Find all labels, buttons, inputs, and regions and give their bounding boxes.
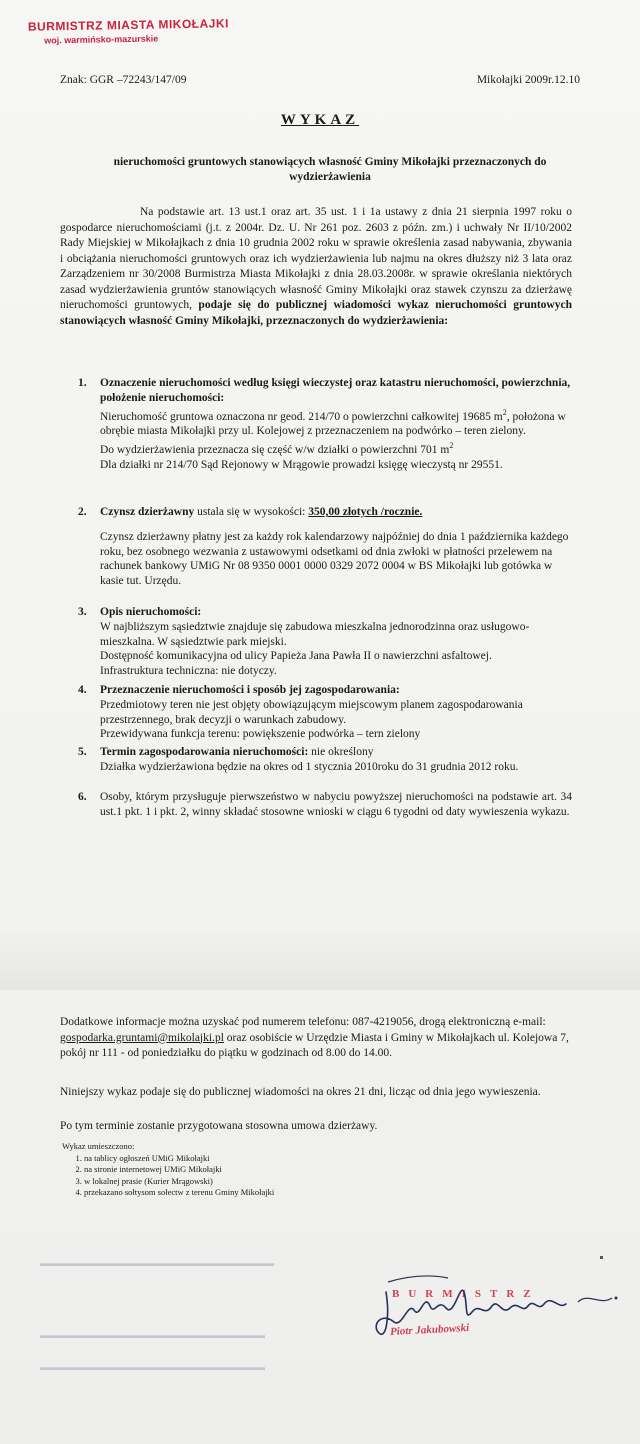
bleed-through-line: ▬▬▬▬▬▬▬▬▬▬▬▬▬▬▬▬▬▬▬▬▬▬▬▬▬ — [40, 1330, 265, 1340]
section-paragraph: Dla działki nr 214/70 Sąd Rejonowy w Mrągowie prowadzi księgę wieczystą nr 29551. — [100, 458, 503, 471]
document-date: Mikołajki 2009r.12.10 — [476, 74, 580, 86]
contact-paragraph — [60, 1015, 580, 1062]
intro-paragraph — [60, 205, 572, 329]
section-heading: Termin zagospodarowania nieruchomości: — [100, 746, 309, 758]
section-line — [100, 505, 572, 520]
section-paragraph: Infrastruktura techniczna: nie dotyczy. — [100, 665, 277, 678]
section-line — [100, 745, 572, 760]
section-paragraph: Przedmiotowy teren nie jest objęty obowiązującym miejscowym planem zagospodarowania przestrzennego, brak decyzji o warunkach zabudowy. — [100, 698, 523, 726]
posted-item: 2. na stronie internetowej UMiG Mikołajki — [84, 1164, 274, 1176]
bleed-through-line: ▬▬▬▬▬▬▬▬▬▬▬▬▬▬▬▬▬▬▬▬▬▬▬▬▬ — [40, 1362, 265, 1372]
document-subtitle: nieruchomości gruntowych stanowiących własność Gminy Mikołajki przeznaczonych do wydzierżawienia — [113, 156, 547, 183]
intro-bold: podaje się do publicznej wiadomości wykaz nieruchomości gruntowych stanowiących własność Gminy Mikołajki, przeznaczonych do wydzierżawienia: — [60, 299, 572, 327]
section-2 — [78, 505, 572, 589]
section-paragraph — [100, 439, 572, 458]
signatory-name: Piotr Jakubowski — [389, 1321, 470, 1339]
stamp-line-2: woj. warmińsko-mazurskie — [44, 33, 159, 46]
scan-speck — [600, 1256, 603, 1259]
section-5 — [78, 745, 572, 775]
section-paragraph: Czynsz dzierżawny płatny jest za każdy rok kalendarzowy najpóźniej do dnia 1 października każdego roku, bez osobnego wezwania z ustawowymi odsetkami od dnia zwłoki w płatności przelewem na rachunek bankowy UMiG Nr 08 9350 0001 0000 0329 2072 0004 w BS Mikołajki lub gotówka w kasie tut. Urzędu. — [100, 530, 569, 588]
section-heading: Opis nieruchomości: — [100, 606, 202, 618]
office-stamp — [28, 16, 229, 46]
document-title: WYKAZ — [280, 112, 360, 128]
rent-amount: 350,00 złotych /rocznie. — [308, 506, 423, 518]
section-text: nie określony — [308, 746, 374, 758]
notice-period-paragraph: Niniejszy wykaz podaje się do publicznej wiadomości na okres 21 dni, licząc od dnia jego wywieszenia. — [60, 1086, 541, 1098]
superscript: 2 — [502, 407, 507, 417]
superscript: 2 — [449, 441, 454, 451]
stamp-line-1: BURMISTRZ MIASTA MIKOŁAJKI — [27, 16, 230, 34]
section-text: ustala się w wysokości: — [194, 506, 309, 518]
posted-item: 1. na tablicy ogłoszeń UMiG Mikołajki — [84, 1153, 274, 1165]
section-text: Do wydzierżawienia przeznacza się część w/w działki o powierzchni 701 m — [100, 443, 450, 456]
section-paragraph — [100, 406, 572, 439]
section-text: , położona w obrębie miasta Mikołajki przy ul. Kolejowej z przeznaczeniem na podwórko – teren zielony. — [100, 410, 566, 438]
section-heading: Oznaczenie nieruchomości według księgi wieczystej oraz katastru nieruchomości, powierzchnia, położenie nieruchomości: — [100, 377, 571, 404]
handwritten-signature — [368, 1262, 628, 1352]
section-heading: Czynsz dzierżawny — [100, 506, 195, 518]
contact-text: Dodatkowe informacje można uzyskać pod numerem telefonu: 087-4219056, drogą elektroniczną e-mail: — [60, 1016, 546, 1028]
section-paragraph: Dostępność komunikacyjna od ulicy Papieża Jana Pawła II o nawierzchni asfaltowej. — [100, 650, 492, 663]
posted-item: 3. w lokalnej prasie (Kurier Mrągowski) — [84, 1176, 274, 1188]
posted-heading: Wykaz umieszczono: — [62, 1141, 135, 1151]
contact-text: oraz osobiście w Urzędzie Miasta i Gminy w Mikołajkach ul. Kolejowa 7, pokój nr 111 - od poniedziałku do piątku w godzinach od 8.00 do 14.00. — [60, 1031, 569, 1059]
bleed-through-line: ▬▬▬▬▬▬▬▬▬▬▬▬▬▬▬▬▬▬▬▬▬▬▬▬▬▬ — [40, 1258, 274, 1268]
section-paragraph: Przewidywana funkcja terenu: powiększenie podwórka – tern zielony — [100, 728, 421, 741]
section-3 — [78, 605, 572, 679]
section-number: 1. — [78, 377, 87, 389]
section-number: 3. — [78, 606, 87, 618]
intro-text: Na podstawie art. 13 ust.1 oraz art. 35 ust. 1 i 1a ustawy z dnia 21 sierpnia 1997 roku o gospodarce nieruchomościami (j.t. z 2004r. Dz. U. Nr 261 poz. 2603 z późn. zm.) i uchwały Nr II/10/2002 Rady Miejskiej w Mikołajkach z dnia 10 grudnia 2002 roku w sprawie określenia zasad nabywania, zbywania i obciążania nieruchomości gruntowych oraz ich wydzierżawienia lub najmu na okres dłuższy niż 3 lata oraz Zarządzeniem nr 30/2008 Burmistrza Miasta Mikołajki z dnia 28.03.2008r. w sprawie określania niektórych zasad wydzierżawienia gruntów stanowiących własność Gminy Mikołajki oraz stawek czynszu za dzierżawę nieruchomości gruntowych, — [60, 206, 572, 311]
mayor-stamp: BURMISTRZ — [392, 1288, 540, 1300]
section-paragraph: W najbliższym sąsiedztwie znajduje się zabudowa mieszkalna jednorodzinna oraz usługowo-mieszkalna. W sąsiedztwie park miejski. — [100, 620, 530, 648]
reference-number: Znak: GGR –72243/147/09 — [60, 74, 187, 86]
section-paragraph: Osoby, którym przysługuje pierwszeństwo w nabyciu powyższej nieruchomości na podstawie art. 34 ust.1 pkt. 1 i pkt. 2, winny składać stosowne wnioski w ciągu 6 tygodni od daty wywieszenia wykazu. — [100, 791, 572, 818]
section-number: 5. — [78, 746, 87, 758]
email-link[interactable]: gospodarka.gruntami@mikolajki.pl — [60, 1031, 224, 1044]
scan-fold-shadow — [0, 930, 640, 990]
section-6 — [78, 790, 572, 820]
section-number: 4. — [78, 684, 87, 696]
section-number: 2. — [78, 506, 87, 518]
section-heading: Przeznaczenie nieruchomości i sposób jej zagospodarowania: — [100, 684, 400, 696]
section-4 — [78, 683, 572, 742]
section-number: 6. — [78, 791, 87, 803]
section-text: Nieruchomość gruntowa oznaczona nr geod. 214/70 o powierzchni całkowitej 19685 m — [100, 410, 503, 423]
section-1 — [78, 376, 572, 472]
posted-item: 4. przekazano sołtysom sołectw z terenu Gminy Mikołajki — [84, 1187, 274, 1199]
contract-paragraph: Po tym terminie zostanie przygotowana stosowna umowa dzierżawy. — [60, 1120, 378, 1132]
posted-list — [62, 1141, 274, 1199]
section-paragraph: Działka wydzierżawiona będzie na okres od 1 stycznia 2010roku do 31 grudnia 2012 roku. — [100, 760, 519, 773]
